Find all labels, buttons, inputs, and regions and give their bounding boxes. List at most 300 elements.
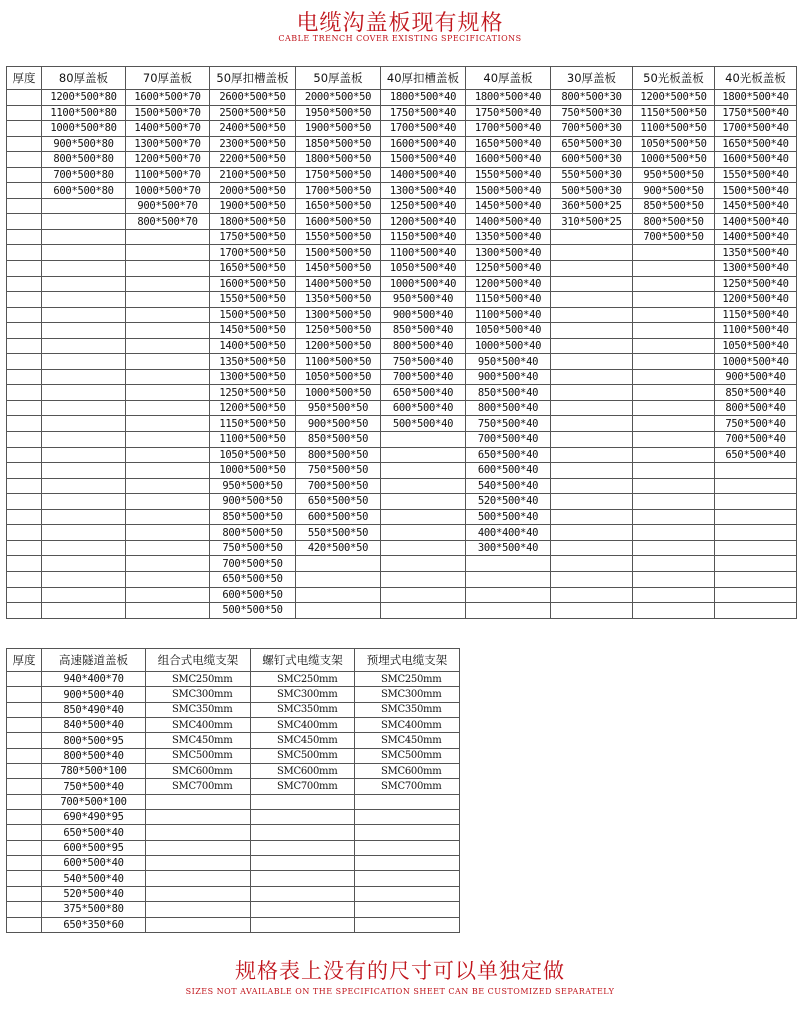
table-cell (42, 525, 126, 541)
table-cell (126, 447, 210, 463)
table-row (7, 214, 797, 230)
table-cell: 940*400*70 (42, 672, 146, 687)
column-header: 50厚扣槽盖板 (210, 67, 296, 90)
table-cell: 950*500*40 (381, 292, 466, 308)
table-cell (7, 603, 42, 619)
table-cell: 520*500*40 (42, 886, 146, 901)
table-cell: 750*500*30 (551, 105, 633, 121)
table-cell: 500*500*50 (210, 603, 296, 619)
table-cell (715, 463, 797, 479)
table-row (7, 825, 460, 840)
table-cell: SMC500mm (146, 748, 251, 763)
table-cell: 1500*500*50 (210, 307, 296, 323)
table-cell (633, 447, 715, 463)
table-cell (551, 525, 633, 541)
table-cell: 1700*500*50 (210, 245, 296, 261)
table-cell: 950*500*50 (210, 478, 296, 494)
table-cell (7, 525, 42, 541)
table-cell: 1800*500*50 (210, 214, 296, 230)
table-cell: SMC700mm (251, 779, 355, 794)
table-cell: 300*500*40 (466, 540, 551, 556)
table-cell (551, 400, 633, 416)
table-cell: 1550*500*40 (466, 167, 551, 183)
table-cell: 1950*500*50 (296, 105, 381, 121)
table-cell: 750*500*50 (296, 463, 381, 479)
table-cell: 600*500*50 (296, 509, 381, 525)
table-cell (381, 540, 466, 556)
table-cell (42, 276, 126, 292)
table-cell: 310*500*25 (551, 214, 633, 230)
page-subtitle: CABLE TRENCH COVER EXISTING SPECIFICATIONS (278, 34, 522, 43)
table-cell: 1150*500*50 (210, 416, 296, 432)
table-cell: 1000*500*50 (633, 152, 715, 168)
column-header: 厚度 (7, 649, 42, 672)
column-header: 40厚扣槽盖板 (381, 67, 466, 90)
table-cell (42, 587, 126, 603)
column-header: 80厚盖板 (42, 67, 126, 90)
table-cell (551, 276, 633, 292)
table-cell (42, 556, 126, 572)
table-cell (551, 447, 633, 463)
table-cell: 800*500*70 (126, 214, 210, 230)
table-row (7, 400, 797, 416)
table-cell (633, 369, 715, 385)
table-cell (42, 214, 126, 230)
table-cell: 1100*500*80 (42, 105, 126, 121)
table-cell: 1800*500*50 (296, 152, 381, 168)
table-cell: 1400*500*40 (715, 229, 797, 245)
table-cell (551, 292, 633, 308)
table-cell (42, 494, 126, 510)
table-cell (381, 432, 466, 448)
table-cell: 1700*500*40 (466, 121, 551, 137)
table-cell: 540*500*40 (42, 871, 146, 886)
table-cell: 1500*500*40 (715, 183, 797, 199)
table-cell: 1200*500*40 (381, 214, 466, 230)
table-cell: SMC250mm (355, 672, 460, 687)
table-cell: 520*500*40 (466, 494, 551, 510)
table-cell (42, 509, 126, 525)
table-row (7, 354, 797, 370)
table-cell: 1150*500*40 (466, 292, 551, 308)
table-cell (551, 556, 633, 572)
table-cell (633, 323, 715, 339)
table-cell: 1200*500*50 (296, 338, 381, 354)
table-cell (7, 463, 42, 479)
table-cell: SMC450mm (251, 733, 355, 748)
table-row (7, 105, 797, 121)
table-cell (7, 136, 42, 152)
table-row (7, 702, 460, 717)
table-row (7, 733, 460, 748)
table-cell (7, 478, 42, 494)
table-cell (381, 587, 466, 603)
table-cell: 650*500*40 (715, 447, 797, 463)
table-cell: SMC250mm (146, 672, 251, 687)
table-cell: 1000*500*50 (296, 385, 381, 401)
table-cell: 750*500*40 (381, 354, 466, 370)
table-cell (251, 856, 355, 871)
table-cell: 2100*500*50 (210, 167, 296, 183)
table-cell (126, 432, 210, 448)
table-row (7, 121, 797, 137)
table-cell: 375*500*80 (42, 902, 146, 917)
table-cell (633, 400, 715, 416)
table-cell: 500*500*40 (381, 416, 466, 432)
table-row (7, 447, 797, 463)
table-cell (7, 718, 42, 733)
table-cell (42, 478, 126, 494)
table-cell: 1200*500*50 (633, 90, 715, 106)
table-cell (7, 432, 42, 448)
table-cell (633, 494, 715, 510)
table-row (7, 385, 797, 401)
table-cell: 900*500*40 (42, 687, 146, 702)
table-cell: 1400*500*40 (466, 214, 551, 230)
table-cell: 650*500*40 (381, 385, 466, 401)
table-cell: SMC250mm (251, 672, 355, 687)
table-cell: 1100*500*70 (126, 167, 210, 183)
table-cell: 1600*500*70 (126, 90, 210, 106)
table-cell (7, 214, 42, 230)
table-cell: 800*500*40 (42, 748, 146, 763)
table-cell (42, 261, 126, 277)
table-row (7, 478, 797, 494)
table-cell: 1050*500*50 (296, 369, 381, 385)
table-cell: 1200*500*40 (715, 292, 797, 308)
column-header: 厚度 (7, 67, 42, 90)
table-cell: 1450*500*50 (296, 261, 381, 277)
table-cell (126, 338, 210, 354)
table-cell (42, 229, 126, 245)
table-cell (146, 886, 251, 901)
table-cell (633, 556, 715, 572)
table-row (7, 540, 797, 556)
table-cell (7, 261, 42, 277)
table-row (7, 718, 460, 733)
table-cell (146, 825, 251, 840)
table-cell: SMC600mm (355, 764, 460, 779)
table-cell: 900*500*70 (126, 198, 210, 214)
table-cell: 1050*500*40 (466, 323, 551, 339)
table-cell (355, 794, 460, 809)
table-cell (42, 571, 126, 587)
table-cell (126, 587, 210, 603)
table-cell (355, 856, 460, 871)
table-cell: 1650*500*50 (296, 198, 381, 214)
column-header: 组合式电缆支架 (146, 649, 251, 672)
table-row (7, 840, 460, 855)
table-cell (251, 840, 355, 855)
table-cell: 1450*500*50 (210, 323, 296, 339)
table-cell: 540*500*40 (466, 478, 551, 494)
table-cell: 750*500*40 (715, 416, 797, 432)
table-cell (42, 447, 126, 463)
table-cell (7, 556, 42, 572)
table-cell (633, 292, 715, 308)
table-cell (381, 478, 466, 494)
table-cell: 1550*500*40 (715, 167, 797, 183)
table-row (7, 494, 797, 510)
table-cell (633, 354, 715, 370)
table-row (7, 587, 797, 603)
table-cell (7, 810, 42, 825)
table-cell: 850*500*50 (210, 509, 296, 525)
table-row (7, 917, 460, 932)
table-cell: 1650*500*40 (466, 136, 551, 152)
table-cell: 1900*500*50 (296, 121, 381, 137)
table-cell: 850*500*50 (296, 432, 381, 448)
table-cell (146, 810, 251, 825)
footer-subtitle: SIZES NOT AVAILABLE ON THE SPECIFICATION SHEET CAN BE CUSTOMIZED SEPARATELY (185, 987, 615, 996)
table-cell (146, 856, 251, 871)
table-cell (296, 556, 381, 572)
table-cell: 550*500*50 (296, 525, 381, 541)
table-cell (7, 764, 42, 779)
table-cell: 550*500*30 (551, 167, 633, 183)
table-cell (7, 917, 42, 932)
table-cell: 1650*500*50 (210, 261, 296, 277)
table-cell: 1000*500*70 (126, 183, 210, 199)
table-cell: SMC600mm (251, 764, 355, 779)
table-cell (633, 525, 715, 541)
table-cell (551, 385, 633, 401)
table-cell: 900*500*40 (715, 369, 797, 385)
table-cell (251, 917, 355, 932)
table-cell (126, 292, 210, 308)
table-cell (42, 463, 126, 479)
table-cell (466, 587, 551, 603)
table-row (7, 432, 797, 448)
table-cell (633, 587, 715, 603)
table-row (7, 748, 460, 763)
table-cell: 1750*500*50 (210, 229, 296, 245)
table-cell: SMC600mm (146, 764, 251, 779)
table-cell (551, 416, 633, 432)
table-cell: 800*500*40 (466, 400, 551, 416)
table-cell: 700*500*50 (633, 229, 715, 245)
table-cell: 950*500*40 (466, 354, 551, 370)
table-cell (633, 276, 715, 292)
table-row (7, 152, 797, 168)
table-cell: 1000*500*80 (42, 121, 126, 137)
table-row (7, 416, 797, 432)
table-cell (7, 779, 42, 794)
table-cell (355, 886, 460, 901)
table-cell: 1600*500*50 (296, 214, 381, 230)
table-cell: 800*500*50 (296, 447, 381, 463)
table-cell: 1500*500*40 (381, 152, 466, 168)
table-cell (7, 198, 42, 214)
table-cell: 1050*500*40 (381, 261, 466, 277)
table-cell (42, 416, 126, 432)
table-cell (7, 183, 42, 199)
table-cell: SMC700mm (146, 779, 251, 794)
table-cell: SMC500mm (355, 748, 460, 763)
table-cell (633, 540, 715, 556)
table-cell (126, 463, 210, 479)
table-cell: SMC300mm (146, 687, 251, 702)
table-cell (7, 902, 42, 917)
table-cell (251, 871, 355, 886)
table-cell (126, 540, 210, 556)
table-cell (715, 509, 797, 525)
table-cell: 1400*500*50 (296, 276, 381, 292)
table-cell (7, 416, 42, 432)
table-cell (126, 276, 210, 292)
table-cell: 700*500*50 (296, 478, 381, 494)
table-cell (551, 587, 633, 603)
table-cell: 650*500*40 (42, 825, 146, 840)
table-cell (42, 400, 126, 416)
table-cell (146, 902, 251, 917)
table-cell: 1200*500*70 (126, 152, 210, 168)
table-cell (7, 323, 42, 339)
table-cell: 1400*500*70 (126, 121, 210, 137)
table-cell: SMC350mm (251, 702, 355, 717)
table-cell: SMC400mm (146, 718, 251, 733)
table-cell (715, 603, 797, 619)
table-cell (296, 587, 381, 603)
table-cell: 1400*500*50 (210, 338, 296, 354)
table-cell: 700*500*40 (715, 432, 797, 448)
table-cell: 750*500*50 (210, 540, 296, 556)
table-cell: 800*500*50 (210, 525, 296, 541)
table-cell: 1150*500*40 (715, 307, 797, 323)
table-cell (633, 416, 715, 432)
table-row (7, 794, 460, 809)
table-cell (551, 261, 633, 277)
table-cell (7, 825, 42, 840)
table-row (7, 571, 797, 587)
table-cell (7, 90, 42, 106)
table-cell (126, 369, 210, 385)
table-cell (551, 540, 633, 556)
table-cell: 700*500*40 (381, 369, 466, 385)
table-cell: SMC450mm (355, 733, 460, 748)
table-cell (42, 307, 126, 323)
table-cell (551, 229, 633, 245)
table-cell: 650*500*50 (296, 494, 381, 510)
table-cell (7, 702, 42, 717)
table-cell: 1700*500*40 (715, 121, 797, 137)
table-cell: 1350*500*40 (715, 245, 797, 261)
table-cell (7, 509, 42, 525)
table-cell: 600*500*95 (42, 840, 146, 855)
table-cell: 600*500*40 (466, 463, 551, 479)
table-cell: 650*500*50 (210, 571, 296, 587)
table-cell (42, 603, 126, 619)
table-cell (381, 494, 466, 510)
table-cell (7, 571, 42, 587)
table-cell: 800*500*80 (42, 152, 126, 168)
table-row (7, 90, 797, 106)
table-cell: 1000*500*40 (381, 276, 466, 292)
table-row (7, 136, 797, 152)
table-cell (7, 385, 42, 401)
table-cell: 1400*500*40 (381, 167, 466, 183)
table-cell (551, 432, 633, 448)
table-cell: 2200*500*50 (210, 152, 296, 168)
table-cell (715, 540, 797, 556)
table-cell: 600*500*50 (210, 587, 296, 603)
table-cell (7, 748, 42, 763)
table-row (7, 764, 460, 779)
table-row (7, 886, 460, 901)
table-cell: 840*500*40 (42, 718, 146, 733)
table-cell: 800*500*50 (633, 214, 715, 230)
table-cell: 1200*500*80 (42, 90, 126, 106)
table-cell: 1450*500*40 (715, 198, 797, 214)
column-header: 50厚盖板 (296, 67, 381, 90)
table-cell (551, 509, 633, 525)
table-cell: 1350*500*40 (466, 229, 551, 245)
table-cell: 1300*500*70 (126, 136, 210, 152)
table-cell: 1250*500*40 (381, 198, 466, 214)
table-cell (355, 902, 460, 917)
table-cell (7, 540, 42, 556)
table-cell: 1700*500*40 (381, 121, 466, 137)
table-cell (633, 432, 715, 448)
table-row (7, 292, 797, 308)
table-cell (126, 416, 210, 432)
table-cell (633, 509, 715, 525)
table-row (7, 856, 460, 871)
table-cell (551, 354, 633, 370)
table-cell (355, 840, 460, 855)
table-cell (381, 525, 466, 541)
table-cell (466, 571, 551, 587)
table-cell (126, 323, 210, 339)
table-cell: 2600*500*50 (210, 90, 296, 106)
table-cell (126, 571, 210, 587)
table-cell: 2500*500*50 (210, 105, 296, 121)
table-cell (126, 307, 210, 323)
table-cell (715, 556, 797, 572)
table-cell (42, 385, 126, 401)
table-cell (251, 886, 355, 901)
table-cell (7, 167, 42, 183)
table-cell: 1150*500*40 (381, 229, 466, 245)
table-row (7, 198, 797, 214)
table-row (7, 463, 797, 479)
table-row (7, 245, 797, 261)
table-cell: 1400*500*40 (715, 214, 797, 230)
table-cell (7, 587, 42, 603)
table-cell (7, 245, 42, 261)
page-title: 电缆沟盖板现有规格 (296, 11, 504, 36)
table-cell: 600*500*80 (42, 183, 126, 199)
table-cell: 1600*500*40 (715, 152, 797, 168)
table-cell: 900*500*40 (381, 307, 466, 323)
table-cell: 1750*500*40 (715, 105, 797, 121)
table-cell: 1600*500*50 (210, 276, 296, 292)
table-cell (7, 687, 42, 702)
table-cell: 1000*500*50 (210, 463, 296, 479)
table-cell: 800*500*30 (551, 90, 633, 106)
column-header: 50光板盖板 (633, 67, 715, 90)
table-cell (466, 603, 551, 619)
table-cell: 900*500*80 (42, 136, 126, 152)
table-cell: 700*500*40 (466, 432, 551, 448)
table-cell: 1250*500*50 (296, 323, 381, 339)
table-cell: 1600*500*40 (466, 152, 551, 168)
table-cell (715, 571, 797, 587)
table-cell: 1250*500*40 (715, 276, 797, 292)
table-cell: 750*500*40 (466, 416, 551, 432)
tunnel-cover-bracket-table (6, 648, 460, 933)
table-cell (551, 494, 633, 510)
